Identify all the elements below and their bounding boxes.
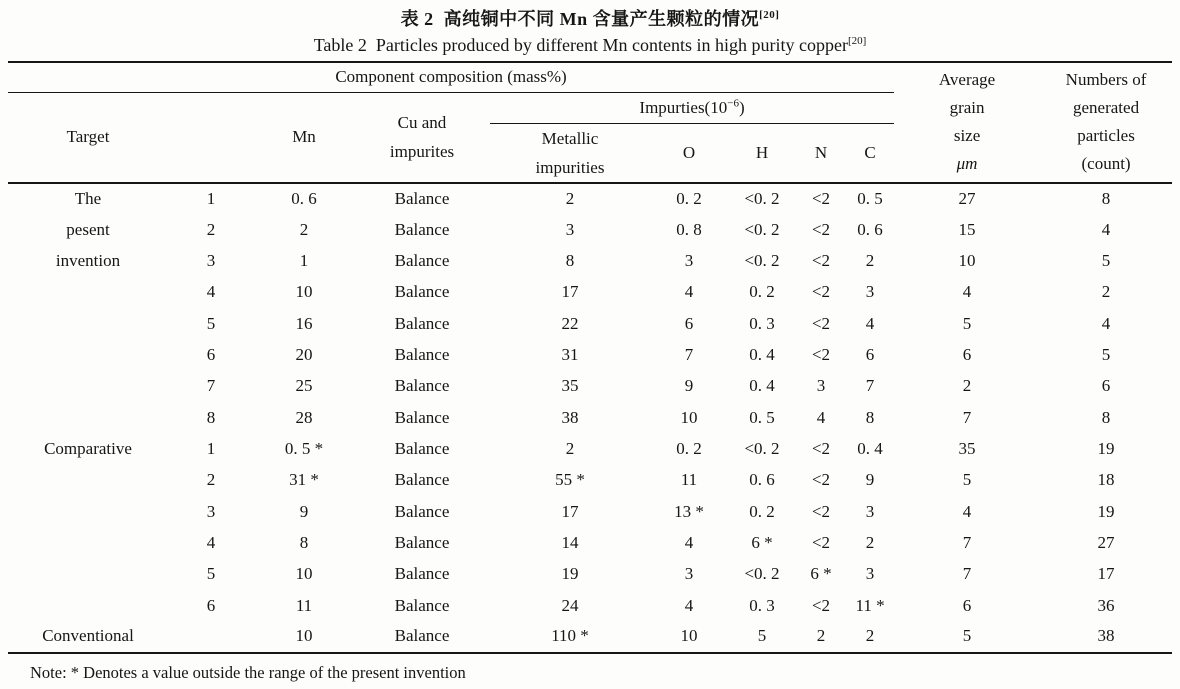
cell-cu: Balance [394,532,450,552]
cell-metallic: 2 [565,438,575,458]
header-hydrogen: H [728,123,796,183]
cell-target [8,371,168,402]
cell-cu: Balance [394,344,450,364]
cell-o: 4 [684,532,694,552]
cell-particles: 38 [1040,621,1172,652]
cell-c: 0. 6 [857,219,883,239]
cell-n: <2 [811,250,831,270]
cell-grain: 15 [958,219,976,239]
table-row [8,559,1172,590]
citation-superscript-en: [20] [847,35,867,47]
cell-cu: Balance [394,188,450,208]
cell-no: 5 [206,564,216,584]
header-numbers-of-particles [1040,62,1172,183]
cell-mn: 8 [299,532,309,552]
cell-grain: 5 [894,621,1040,652]
cell-mn: 0. 6 [291,188,317,208]
header-metallic-impurities [490,123,650,183]
cell-o: 3 [684,564,694,584]
cell-o: 3 [684,250,694,270]
cell-mn: 9 [299,501,309,521]
cell-o: 0. 2 [676,188,702,208]
cell-cu: Balance [394,282,450,302]
cell-grain: 10 [958,250,976,270]
cell-h: 6 * [751,532,773,552]
cell-grain: 2 [962,376,972,396]
cell-cu: Balance [394,501,450,521]
cell-metallic: 55 * [555,470,585,490]
cell-target [8,559,168,590]
cell-metallic: 8 [565,250,575,270]
page-title-english-text: Table 2 Particles produced by different Mn contents in high purity copper [313,35,848,55]
header-component-composition: Component composition (mass%) [8,62,894,92]
cell-c: 11 * [855,595,885,615]
cell-particles: 17 [1097,564,1115,584]
cell-h: <0. 2 [744,564,780,584]
header-mn: Mn [254,92,354,183]
header-metallic-line1: Metallic [541,128,599,148]
cell-mn: 1 [299,250,309,270]
cell-no: 3 [206,501,216,521]
cell-n: <2 [811,188,831,208]
cell-c: 2 [846,621,894,652]
cell-c: 6 [865,344,875,364]
cell-o: 11 [680,470,698,490]
cell-cu: Balance [394,595,450,615]
cell-n: <2 [811,344,831,364]
header-impurities-group [490,92,894,123]
cell-mn: 31 * [289,470,319,490]
cell-metallic: 14 [561,532,579,552]
cell-metallic: 24 [561,595,579,615]
cell-c: 0. 4 [857,438,883,458]
cell-grain: 4 [962,501,972,521]
cell-grain: 4 [962,282,972,302]
cell-c: 7 [865,376,875,396]
cell-particles: 5 [1101,250,1111,270]
table-row [8,402,1172,433]
cell-target [8,277,168,308]
cell-no: 8 [206,407,216,427]
cell-target: pesent [66,219,110,239]
cell-o: 4 [684,282,694,302]
header-cu-line2: impurites [389,142,455,161]
cell-cu: Balance [394,407,450,427]
cell-no: 7 [206,376,216,396]
cell-particles: 8 [1101,407,1111,427]
cell-cu: Balance [394,313,450,333]
cell-metallic: 110 * [490,621,650,652]
table-row [8,277,1172,308]
page-title-english [8,32,1172,59]
cell-o: 9 [684,376,694,396]
cell-no [168,621,254,652]
cell-c: 3 [865,501,875,521]
cell-no: 4 [206,532,216,552]
cell-o: 10 [650,621,728,652]
cell-metallic: 35 [561,376,579,396]
particles-table [8,61,1172,654]
header-num-line4: (count) [1081,154,1131,174]
cell-n: 4 [816,407,826,427]
cell-h: 0. 3 [749,595,775,615]
cell-metallic: 19 [561,564,579,584]
cell-h: 0. 3 [749,313,775,333]
cell-grain: 5 [962,313,972,333]
table-row [8,590,1172,621]
header-avg-line1: Average [938,70,996,90]
table-body [8,183,1172,653]
header-cu-and-impurites [354,92,490,183]
cell-cu: Balance [354,621,490,652]
cell-particles: 36 [1097,595,1115,615]
cell-h: 0. 4 [749,344,775,364]
cell-metallic: 38 [561,407,579,427]
page-title-chinese [8,6,1172,32]
table-row [8,465,1172,496]
cell-particles: 4 [1101,313,1111,333]
cell-h: 0. 4 [749,376,775,396]
cell-no: 2 [206,470,216,490]
cell-mn: 10 [295,564,313,584]
cell-n: 2 [796,621,846,652]
cell-target [8,465,168,496]
cell-no: 4 [206,282,216,302]
cell-metallic: 3 [565,219,575,239]
cell-grain: 5 [962,470,972,490]
cell-metallic: 2 [565,188,575,208]
cell-target [8,308,168,339]
cell-mn: 25 [295,376,313,396]
cell-no: 6 [206,344,216,364]
table-header [8,62,1172,183]
cell-h: <0. 2 [744,438,780,458]
cell-n: <2 [811,595,831,615]
cell-particles: 18 [1097,470,1115,490]
cell-particles: 4 [1101,219,1111,239]
header-carbon: C [846,123,894,183]
cell-h: <0. 2 [744,188,780,208]
cell-h: 0. 2 [749,501,775,521]
cell-n: <2 [811,532,831,552]
cell-grain: 27 [958,188,976,208]
cell-no: 1 [206,188,216,208]
cell-mn: 20 [295,344,313,364]
cell-c: 2 [865,250,875,270]
cell-n: <2 [811,470,831,490]
header-nitrogen: N [796,123,846,183]
cell-cu: Balance [394,250,450,270]
cell-target [8,339,168,370]
table-row [8,621,1172,652]
cell-mn: 11 [295,595,313,615]
header-oxygen: O [650,123,728,183]
cell-mn: 2 [299,219,309,239]
cell-target [8,590,168,621]
cell-h: 0. 2 [749,282,775,302]
cell-c: 2 [865,532,875,552]
cell-o: 6 [684,313,694,333]
cell-particles: 2 [1101,282,1111,302]
cell-mn: 0. 5 * [284,438,324,458]
header-average-grain-size [894,62,1040,183]
table-row [8,527,1172,558]
cell-grain: 7 [962,564,972,584]
cell-particles: 19 [1097,438,1115,458]
cell-n: <2 [811,313,831,333]
cell-n: 6 * [810,564,832,584]
cell-grain: 7 [962,407,972,427]
cell-n: <2 [811,282,831,302]
cell-metallic: 17 [561,501,579,521]
cell-o: 7 [684,344,694,364]
cell-cu: Balance [394,219,450,239]
cell-n: <2 [811,219,831,239]
table-row [8,433,1172,464]
header-avg-line3: size [953,126,981,146]
table-row [8,371,1172,402]
cell-n: <2 [811,438,831,458]
cell-cu: Balance [394,564,450,584]
table-row [8,308,1172,339]
cell-h: <0. 2 [744,219,780,239]
cell-c: 8 [865,407,875,427]
cell-target [8,402,168,433]
header-metallic-line2: impurities [535,157,605,177]
cell-metallic: 17 [561,282,579,302]
header-row-group [8,62,1172,92]
cell-no: 1 [206,438,216,458]
header-sample-number [168,92,254,183]
cell-n: <2 [811,501,831,521]
cell-mn: 10 [254,621,354,652]
cell-particles: 5 [1101,344,1111,364]
cell-c: 3 [865,564,875,584]
cell-metallic: 31 [561,344,579,364]
cell-particles: 19 [1097,501,1115,521]
table-row [8,339,1172,370]
cell-cu: Balance [394,376,450,396]
cell-c: 4 [865,313,875,333]
page-title-chinese-text: 表 2 高纯铜中不同 Mn 含量产生颗粒的情况 [400,9,760,29]
citation-superscript-cn: [20] [759,9,780,21]
header-impurities-text: Impurties(10 [639,97,728,117]
header-cu-line1: Cu and [397,113,447,132]
cell-o: 10 [680,407,698,427]
cell-grain: 35 [958,438,976,458]
cell-target: invention [55,250,121,270]
cell-grain: 6 [962,595,972,615]
cell-o: 13 * [674,501,704,521]
cell-no: 2 [206,219,216,239]
table-row [8,214,1172,245]
header-avg-unit: μm [956,154,978,174]
cell-cu: Balance [394,438,450,458]
header-num-line3: particles [1077,126,1135,146]
table-row [8,496,1172,527]
cell-target [8,496,168,527]
header-target: Target [8,92,168,183]
cell-o: 4 [684,595,694,615]
cell-o: 0. 8 [676,219,702,239]
cell-c: 9 [865,470,875,490]
cell-h: 5 [728,621,796,652]
cell-mn: 16 [295,313,313,333]
table-row [8,245,1172,276]
cell-particles: 6 [1101,376,1111,396]
table-row [8,183,1172,214]
cell-h: 0. 5 [749,407,775,427]
cell-mn: 28 [295,407,313,427]
cell-particles: 27 [1097,532,1115,552]
cell-target: Conventional [8,621,168,652]
cell-h: <0. 2 [744,250,780,270]
cell-no: 6 [206,595,216,615]
header-impurities-close: ) [738,97,745,117]
cell-no: 5 [206,313,216,333]
header-avg-line2: grain [949,98,985,118]
header-impurities-exponent: −6 [727,96,739,109]
cell-target: The [74,188,102,208]
cell-c: 3 [865,282,875,302]
cell-no: 3 [206,250,216,270]
cell-n: 3 [816,376,826,396]
cell-cu: Balance [394,470,450,490]
cell-h: 0. 6 [749,470,775,490]
cell-mn: 10 [295,282,313,302]
cell-target [8,527,168,558]
cell-o: 0. 2 [676,438,702,458]
cell-c: 0. 5 [857,188,883,208]
cell-particles: 8 [1101,188,1111,208]
cell-target: Comparative [44,438,132,458]
table-footnote: Note: * Denotes a value outside the range of the present invention [30,662,466,682]
cell-grain: 7 [962,532,972,552]
cell-metallic: 22 [561,313,579,333]
cell-grain: 6 [962,344,972,364]
header-num-line1: Numbers of [1065,70,1147,90]
header-num-line2: generated [1073,98,1140,118]
